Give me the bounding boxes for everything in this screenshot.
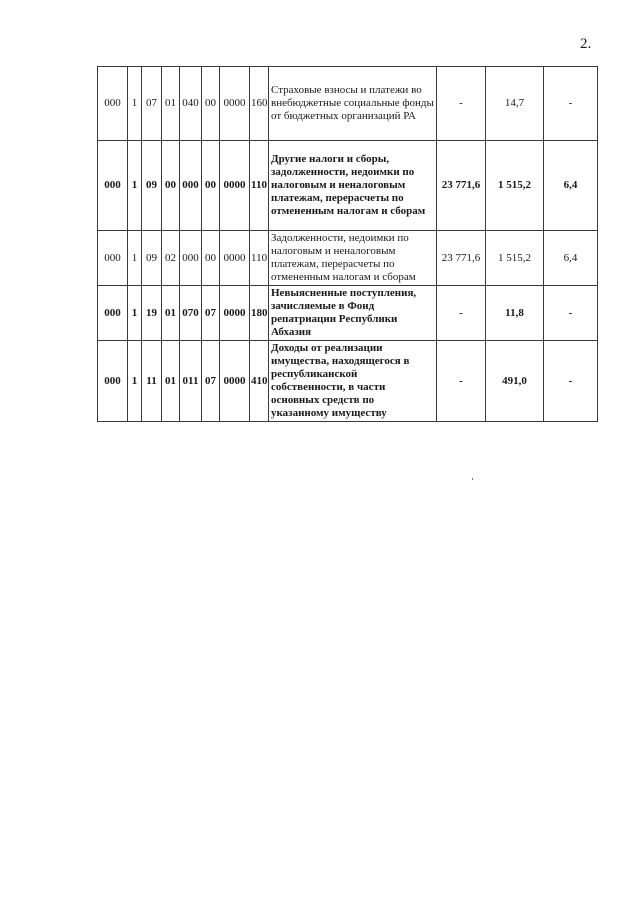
economic-code-cell: 180 [250, 286, 269, 341]
table-row [98, 141, 598, 231]
subgroup-code-cell: 09 [142, 231, 162, 286]
description-cell: Другие налоги и сборы, задолженности, недоимки по налоговым и неналоговым платежам, перерасчеты по отмененным налогам и сборам [269, 141, 437, 231]
element-code-cell: 00 [202, 141, 220, 231]
actual-value-cell: 1 515,2 [486, 231, 544, 286]
element-code-cell: 00 [202, 67, 220, 141]
subarticle-code-cell: 011 [180, 341, 202, 422]
admin-code-cell: 000 [98, 341, 128, 422]
percent-value-cell: 6,4 [544, 141, 598, 231]
economic-code-cell: 110 [250, 141, 269, 231]
element-code-cell: 07 [202, 286, 220, 341]
group-code-cell: 1 [128, 67, 142, 141]
admin-code-cell: 000 [98, 231, 128, 286]
subarticle-code-cell: 000 [180, 231, 202, 286]
economic-code-cell: 160 [250, 67, 269, 141]
program-code-cell: 0000 [220, 141, 250, 231]
article-code-cell: 00 [162, 141, 180, 231]
group-code-cell: 1 [128, 341, 142, 422]
subgroup-code-cell: 19 [142, 286, 162, 341]
percent-value-cell: - [544, 341, 598, 422]
table-row [98, 286, 598, 341]
description-cell: Задолженности, недоимки по налоговым и неналоговым платежам, перерасчеты по отмененным налогам и сборам [269, 231, 437, 286]
scan-mark [472, 478, 473, 480]
admin-code-cell: 000 [98, 286, 128, 341]
table-row [98, 341, 598, 422]
subgroup-code-cell: 11 [142, 341, 162, 422]
page-number: 2. [580, 36, 592, 52]
subarticle-code-cell: 040 [180, 67, 202, 141]
admin-code-cell: 000 [98, 141, 128, 231]
subgroup-code-cell: 09 [142, 141, 162, 231]
plan-value-cell: 23 771,6 [437, 231, 486, 286]
program-code-cell: 0000 [220, 286, 250, 341]
article-code-cell: 01 [162, 341, 180, 422]
subarticle-code-cell: 000 [180, 141, 202, 231]
description-cell: Невыясненные поступления, зачисляемые в Фонд репатриации Республики Абхазия [269, 286, 437, 341]
actual-value-cell: 1 515,2 [486, 141, 544, 231]
admin-code-cell: 000 [98, 67, 128, 141]
actual-value-cell: 491,0 [486, 341, 544, 422]
group-code-cell: 1 [128, 141, 142, 231]
group-code-cell: 1 [128, 231, 142, 286]
budget-table [97, 66, 598, 422]
element-code-cell: 00 [202, 231, 220, 286]
group-code-cell: 1 [128, 286, 142, 341]
percent-value-cell: 6,4 [544, 231, 598, 286]
program-code-cell: 0000 [220, 231, 250, 286]
table-row [98, 231, 598, 286]
description-cell: Страховые взносы и платежи во внебюджетные социальные фонды от бюджетных организаций РА [269, 67, 437, 141]
article-code-cell: 02 [162, 231, 180, 286]
subgroup-code-cell: 07 [142, 67, 162, 141]
plan-value-cell: 23 771,6 [437, 141, 486, 231]
description-cell: Доходы от реализации имущества, находящегося в республиканской собственности, в части основных средств по указанному имуществу [269, 341, 437, 422]
economic-code-cell: 110 [250, 231, 269, 286]
actual-value-cell: 11,8 [486, 286, 544, 341]
subarticle-code-cell: 070 [180, 286, 202, 341]
program-code-cell: 0000 [220, 341, 250, 422]
article-code-cell: 01 [162, 67, 180, 141]
plan-value-cell: - [437, 67, 486, 141]
program-code-cell: 0000 [220, 67, 250, 141]
article-code-cell: 01 [162, 286, 180, 341]
percent-value-cell: - [544, 67, 598, 141]
plan-value-cell: - [437, 341, 486, 422]
element-code-cell: 07 [202, 341, 220, 422]
economic-code-cell: 410 [250, 341, 269, 422]
table-row [98, 67, 598, 141]
actual-value-cell: 14,7 [486, 67, 544, 141]
table-body [98, 67, 598, 422]
percent-value-cell: - [544, 286, 598, 341]
plan-value-cell: - [437, 286, 486, 341]
